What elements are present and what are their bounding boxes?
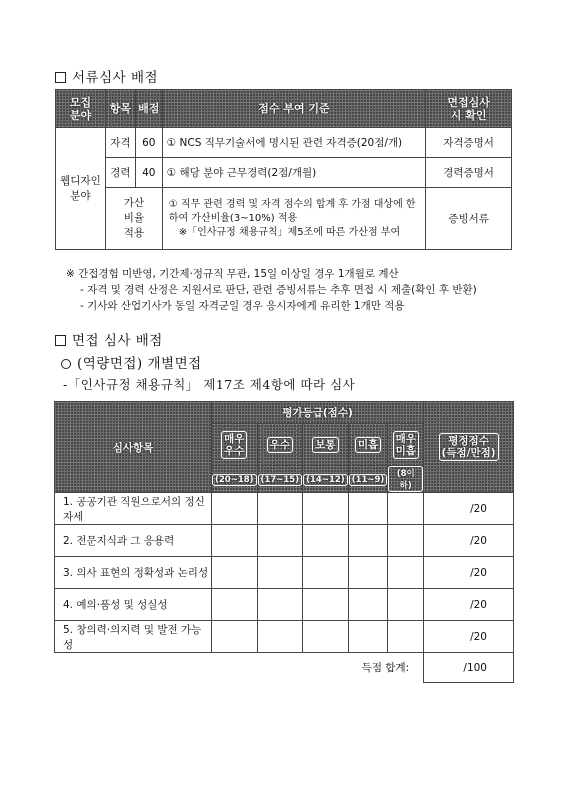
criteria-cell: ① NCS 직무기술서에 명시된 관련 자격증(20점/개): [162, 128, 425, 158]
criterion-name: 3. 의사 표현의 정확성과 논리성: [55, 557, 212, 589]
grade-very-poor: 매우 미흡: [388, 424, 424, 466]
criterion-score: /20: [424, 589, 514, 621]
grade-very-good: 매우 우수: [211, 424, 257, 466]
header-item: 심사항목: [55, 402, 212, 493]
criteria-cell: ① 해당 분야 근무경력(2점/개월): [162, 158, 425, 188]
range-cell: (8이하): [388, 466, 424, 493]
table-header-row: [56, 90, 512, 128]
score-cell[interactable]: [348, 557, 388, 589]
score-cell[interactable]: [257, 589, 303, 621]
score-cell[interactable]: [257, 557, 303, 589]
section-title-interview: 면접 심사 배점: [55, 329, 163, 349]
confirm-cell: 자격증명서: [426, 128, 512, 158]
notes-block: [66, 266, 516, 314]
total-label: 득점 합계:: [55, 653, 424, 683]
criterion-score: /20: [424, 621, 514, 653]
points-cell: 40: [135, 158, 162, 188]
criterion-name: 1. 공공기관 직원으로서의 정신자세: [55, 493, 212, 525]
score-cell[interactable]: [257, 621, 303, 653]
header-avg: 평정점수 (득점/만점): [424, 402, 514, 493]
table-row: [55, 589, 514, 621]
table-row: [55, 621, 514, 653]
score-cell[interactable]: [303, 589, 349, 621]
header-points: 배점: [135, 90, 162, 128]
table-row: [56, 158, 512, 188]
criterion-score: /20: [424, 493, 514, 525]
confirm-cell: 경력증명서: [426, 158, 512, 188]
section-title-document-review: 서류심사 배점: [55, 66, 158, 86]
total-row: [55, 653, 514, 683]
item-cell: 경력: [105, 158, 135, 188]
range-cell: (14~12): [303, 466, 349, 493]
criterion-name: 5. 창의력·의지력 및 발전 가능성: [55, 621, 212, 653]
criteria-line: ※「인사규정 채용규칙」제5조에 따른 가산점 부여: [178, 226, 401, 238]
range-cell: (20~18): [211, 466, 257, 493]
table-row: [56, 188, 512, 250]
score-cell[interactable]: [388, 621, 424, 653]
interview-rule: -「인사규정 채용규칙」 제17조 제4항에 따라 심사: [63, 377, 356, 392]
header-field: 모집 분야: [56, 90, 106, 128]
score-cell[interactable]: [303, 557, 349, 589]
interview-subtitle: (역량면접) 개별면접: [61, 352, 202, 372]
range-cell: (11~9): [348, 466, 388, 493]
score-cell[interactable]: [348, 493, 388, 525]
interview-score-table: [54, 401, 514, 683]
score-cell[interactable]: [257, 493, 303, 525]
table-row: [55, 493, 514, 525]
score-cell[interactable]: [257, 525, 303, 557]
table-header-row: [55, 402, 514, 424]
criterion-name: 2. 전문지식과 그 응용력: [55, 525, 212, 557]
table-row: [55, 525, 514, 557]
table-row: [56, 128, 512, 158]
score-cell[interactable]: [303, 621, 349, 653]
score-cell[interactable]: [388, 589, 424, 621]
criteria-line: ① 직무 관련 경력 및 자격 점수의 합계 후 가점 대상에 한하여 가산비율(3~10%) 적용: [168, 198, 416, 224]
note-line: - 자격 및 경력 산정은 지원서로 판단, 관련 증빙서류는 추후 면접 시 제출(확인 후 반환): [80, 284, 477, 296]
score-cell[interactable]: [388, 557, 424, 589]
score-cell[interactable]: [348, 589, 388, 621]
score-cell[interactable]: [211, 525, 257, 557]
criterion-score: /20: [424, 525, 514, 557]
header-grade-group: 평가등급(점수): [211, 402, 423, 424]
score-cell[interactable]: [211, 557, 257, 589]
points-cell: 60: [135, 128, 162, 158]
confirm-cell: 증빙서류: [426, 188, 512, 250]
table-row: [55, 557, 514, 589]
document-review-table: [55, 89, 512, 250]
item-cell-bonus: 가산 비율 적용: [105, 188, 162, 250]
score-cell[interactable]: [388, 493, 424, 525]
score-cell[interactable]: [211, 589, 257, 621]
score-cell[interactable]: [211, 493, 257, 525]
checkbox-square-icon: [55, 335, 66, 346]
item-cell: 자격: [105, 128, 135, 158]
score-cell[interactable]: [388, 525, 424, 557]
grade-poor: 미흡: [348, 424, 388, 466]
grade-good: 우수: [257, 424, 303, 466]
total-value: /100: [424, 653, 514, 683]
header-item: 항목: [105, 90, 135, 128]
score-cell[interactable]: [348, 525, 388, 557]
note-line: - 기사와 산업기사가 동일 자격군일 경우 응시자에게 유리한 1개만 적용: [80, 300, 405, 312]
note-line: ※ 간접경험 미반영, 기간제·정규직 무관, 15일 이상일 경우 1개월로 계산: [66, 268, 399, 280]
score-cell[interactable]: [348, 621, 388, 653]
score-cell[interactable]: [303, 493, 349, 525]
header-confirm: 면접심사 시 확인: [426, 90, 512, 128]
checkbox-square-icon: [55, 72, 66, 83]
score-cell[interactable]: [211, 621, 257, 653]
score-cell[interactable]: [303, 525, 349, 557]
range-cell: (17~15): [257, 466, 303, 493]
grade-average: 보통: [303, 424, 349, 466]
circle-bullet-icon: [61, 359, 71, 369]
criterion-name: 4. 예의·품성 및 성실성: [55, 589, 212, 621]
field-cell: 웹디자인 분야: [56, 128, 106, 250]
criteria-cell-bonus: [162, 188, 425, 250]
criterion-score: /20: [424, 557, 514, 589]
header-criteria: 점수 부여 기준: [162, 90, 425, 128]
